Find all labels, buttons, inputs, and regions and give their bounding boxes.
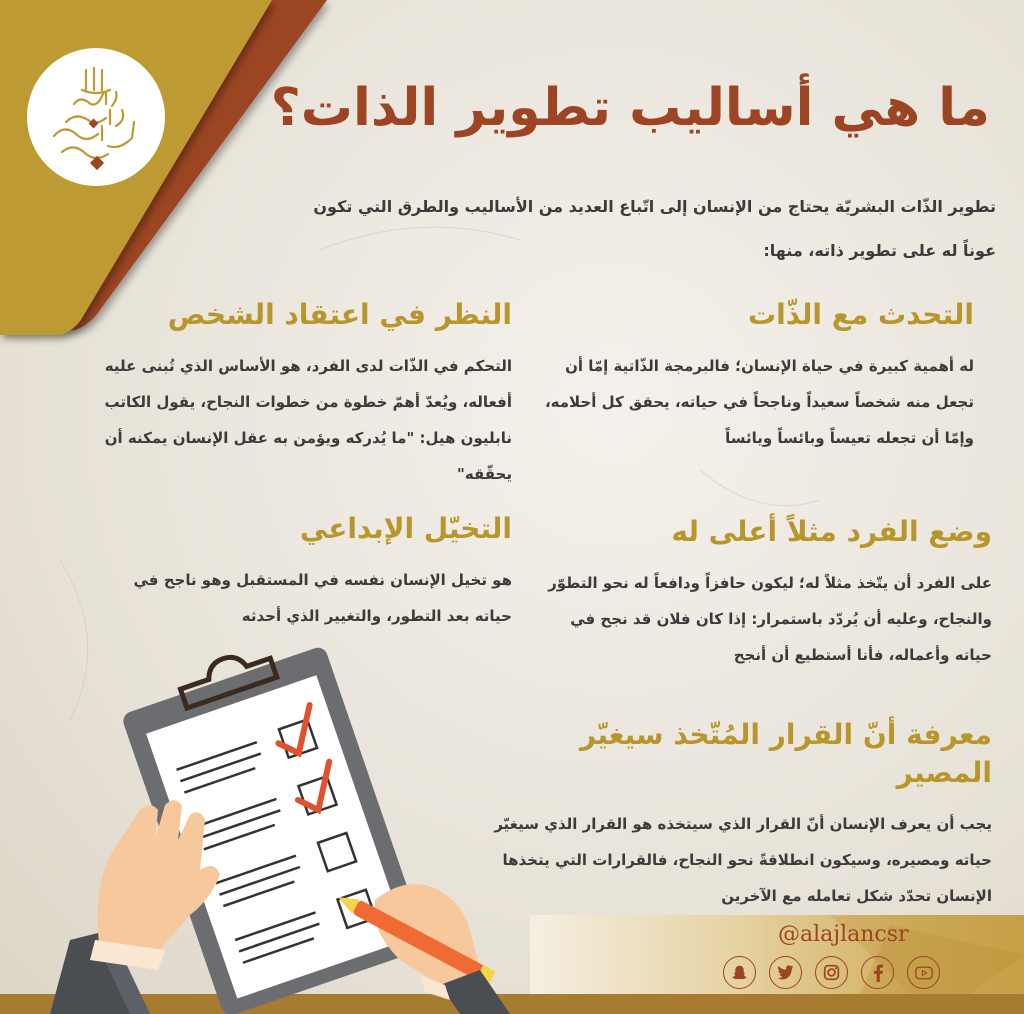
section-personal-belief [92, 296, 512, 492]
section-body: التحكم في الذّات لدى الفرد، هو الأساس الذي تُبنى عليه أفعاله، ويُعدّ أهمّ خطوة من خطوات النجاح، يقول الكاتب نابليون هيل: "ما يُدركه ويؤمن به عقل الإنسان يمكنه أن يحقّقه" [104, 357, 512, 483]
section-creative-visualization [112, 510, 512, 634]
section-heading: النظر في اعتقاد الشخص [167, 298, 512, 331]
logo [27, 48, 165, 186]
facebook-icon[interactable] [861, 956, 894, 989]
page-title: ما هي أساليب تطوير الذات؟ [270, 78, 990, 138]
intro-paragraph: تطوير الذّات البشريّة يحتاج من الإنسان إلى اتّباع العديد من الأساليب والطرق التي تكون عوناً له على تطوير ذاته، منها: [313, 197, 996, 260]
section-heading: وضع الفرد مثلاً أعلى له [671, 515, 992, 548]
social-icons [723, 956, 940, 989]
snapchat-icon[interactable] [723, 956, 756, 989]
section-body: له أهمية كبيرة في حياة الإنسان؛ فالبرمجة الذّاتية إمّا أن تجعل منه شخصاً سعيداً وناجحاً في حياته، يحقق كل أحلامه، وإمّا أن تجعله تعيساً وبائساً ويائساً [544, 357, 974, 447]
instagram-icon[interactable] [815, 956, 848, 989]
section-body: هو تخيل الإنسان نفسه في المستقبل وهو ناجح في حياته بعد التطور، والتغيير الذي أحدثه [133, 571, 512, 625]
section-decision-destiny [492, 716, 992, 914]
section-heading: التحدث مع الذّات [747, 298, 974, 331]
clipboard-illustration [40, 640, 520, 1014]
social-handle[interactable]: @alajlancsr [778, 922, 909, 947]
section-self-talk [544, 296, 974, 456]
section-body: على الفرد أن يتّخذ مثلاً له؛ ليكون حافزاً ودافعاً له نحو التطوّر والنجاح، وعليه أن يُردّد باستمرار: إذا كان فلان قد نجح في حياته وأعماله، فأنا أستطيع أن أنجح [548, 574, 992, 664]
section-heading: معرفة أنّ القرار المُتّخذ سيغيّر المصير [579, 718, 992, 789]
youtube-icon[interactable] [907, 956, 940, 989]
section-body: يجب أن يعرف الإنسان أنّ القرار الذي سيتخذه هو القرار الذي سيغيّر حياته ومصيره، وسيكون انطلاقةً نحو النجاح، فالقرارات التي يتخذها الإنسان تحدّد شكل تعامله مع الآخرين [494, 815, 992, 905]
section-heading: التخيّل الإبداعي [299, 512, 512, 545]
twitter-icon[interactable] [769, 956, 802, 989]
calligraphy-logo-icon [46, 62, 146, 172]
section-role-model [532, 513, 992, 673]
